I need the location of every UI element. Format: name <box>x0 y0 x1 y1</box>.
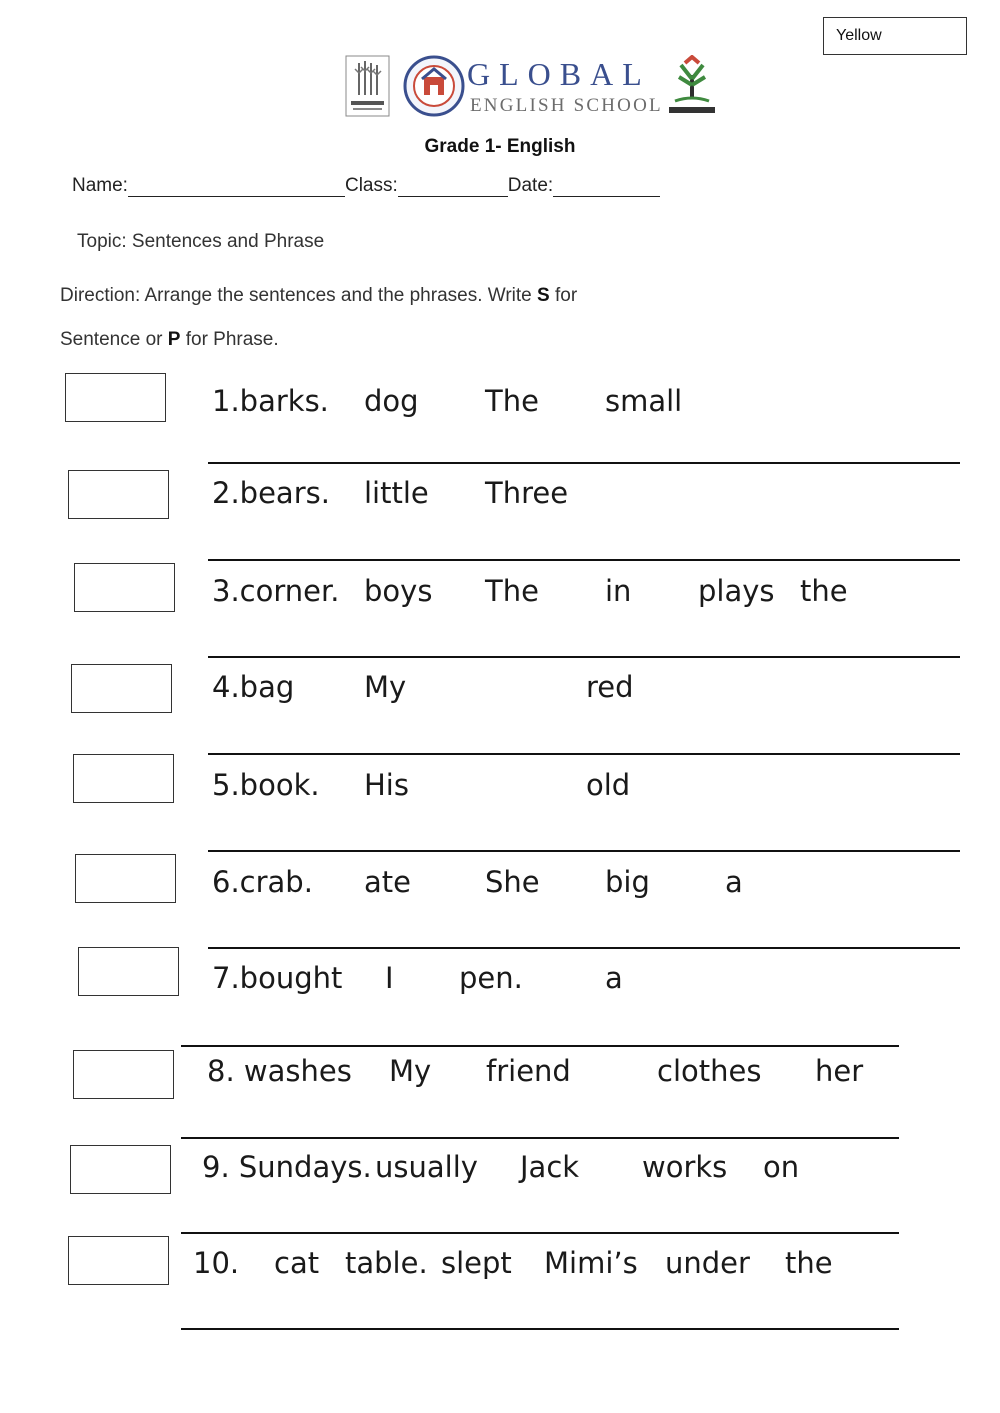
answer-box[interactable] <box>68 1236 169 1285</box>
answer-line[interactable] <box>208 559 960 561</box>
exercise-word: Three <box>485 476 569 510</box>
exercise-word: 1.barks. <box>212 384 329 418</box>
exercise-word: My <box>389 1054 432 1088</box>
direction-line-1 <box>60 285 577 307</box>
brand-english-school-text: ENGLISH SCHOOL <box>470 95 663 116</box>
direction-line-2 <box>60 329 279 351</box>
answer-box[interactable] <box>78 947 179 996</box>
exercise-word: small <box>605 384 683 418</box>
answer-line[interactable] <box>208 947 960 949</box>
answer-box[interactable] <box>73 1050 174 1099</box>
name-blank[interactable] <box>128 176 345 197</box>
exercise-word: She <box>485 865 540 899</box>
exercise-word: pen. <box>459 961 523 995</box>
school-seal-icon <box>402 55 466 117</box>
answer-box[interactable] <box>73 754 174 803</box>
answer-line[interactable] <box>181 1137 899 1139</box>
exercise-word: Jack <box>520 1150 580 1184</box>
exercise-word: dog <box>364 384 419 418</box>
exercise-word: The <box>485 384 539 418</box>
direction-s-letter: S <box>537 285 550 306</box>
exercise-word: slept <box>441 1246 512 1280</box>
exercise-word: a <box>605 961 623 995</box>
exercise-word: boys <box>364 574 433 608</box>
exercise-word: usually <box>375 1150 478 1184</box>
exercise-word: 8. washes <box>207 1054 352 1088</box>
brand-global-text: GLOBAL <box>467 56 651 92</box>
exercise-word: little <box>364 476 429 510</box>
exercise-word: her <box>815 1054 864 1088</box>
direction-text: for Phrase. <box>185 329 279 350</box>
exercise-word: 10. <box>193 1246 240 1280</box>
answer-line[interactable] <box>181 1328 899 1330</box>
answer-line[interactable] <box>208 850 960 852</box>
class-blank[interactable] <box>398 176 508 197</box>
grade-title: Grade 1- English <box>424 136 576 157</box>
direction-text: Direction: Arrange the sentences and the phrases. Write <box>60 285 532 306</box>
exercise-word: old <box>586 768 631 802</box>
exercise-word: 9. Sundays. <box>202 1150 372 1184</box>
direction-p-letter: P <box>167 329 181 350</box>
exercise-word: 4.bag <box>212 670 295 704</box>
answer-line[interactable] <box>208 462 960 464</box>
exercise-word: 6.crab. <box>212 865 313 899</box>
identity-tree-logo-icon <box>667 55 717 117</box>
exercise-word: on <box>763 1150 800 1184</box>
answer-line[interactable] <box>181 1045 899 1047</box>
exercise-word: the <box>785 1246 833 1280</box>
answer-box[interactable] <box>74 563 175 612</box>
answer-box[interactable] <box>71 664 172 713</box>
exercise-word: big <box>605 865 650 899</box>
answer-line[interactable] <box>208 753 960 755</box>
exercise-word: 5.book. <box>212 768 320 802</box>
exercise-word: I <box>385 961 394 995</box>
answer-box[interactable] <box>65 373 166 422</box>
wheat-logo-icon <box>345 55 390 117</box>
date-label: Date: <box>507 175 554 196</box>
answer-line[interactable] <box>181 1232 899 1234</box>
exercise-word: 3.corner. <box>212 574 340 608</box>
student-info-row <box>72 175 660 197</box>
class-label: Class: <box>344 175 398 196</box>
exercise-word: clothes <box>657 1054 762 1088</box>
answer-box[interactable] <box>70 1145 171 1194</box>
exercise-word: a <box>725 865 743 899</box>
exercise-word: 7.bought <box>212 961 343 995</box>
answer-line[interactable] <box>208 656 960 658</box>
exercise-word: the <box>800 574 848 608</box>
exercise-word: Mimi’s <box>544 1246 638 1280</box>
exercise-word: cat <box>274 1246 320 1280</box>
exercise-word: ate <box>364 865 411 899</box>
exercise-word: in <box>605 574 632 608</box>
exercise-word: works <box>642 1150 728 1184</box>
direction-text: Sentence or <box>60 329 163 350</box>
exercise-word: His <box>364 768 409 802</box>
answer-box[interactable] <box>75 854 176 903</box>
exercise-word: My <box>364 670 407 704</box>
answer-box[interactable] <box>68 470 169 519</box>
exercise-word: red <box>586 670 634 704</box>
exercise-word: 2.bears. <box>212 476 330 510</box>
direction-text: for <box>555 285 578 306</box>
exercise-word: under <box>665 1246 750 1280</box>
topic-text: Topic: Sentences and Phrase <box>77 231 325 252</box>
class-color-label: Yellow <box>836 27 882 44</box>
class-color-box <box>823 17 967 55</box>
exercise-word: plays <box>698 574 775 608</box>
exercise-word: table. <box>345 1246 428 1280</box>
exercise-word: friend <box>486 1054 571 1088</box>
name-label: Name: <box>72 175 128 196</box>
exercise-word: The <box>485 574 539 608</box>
date-blank[interactable] <box>553 176 660 197</box>
